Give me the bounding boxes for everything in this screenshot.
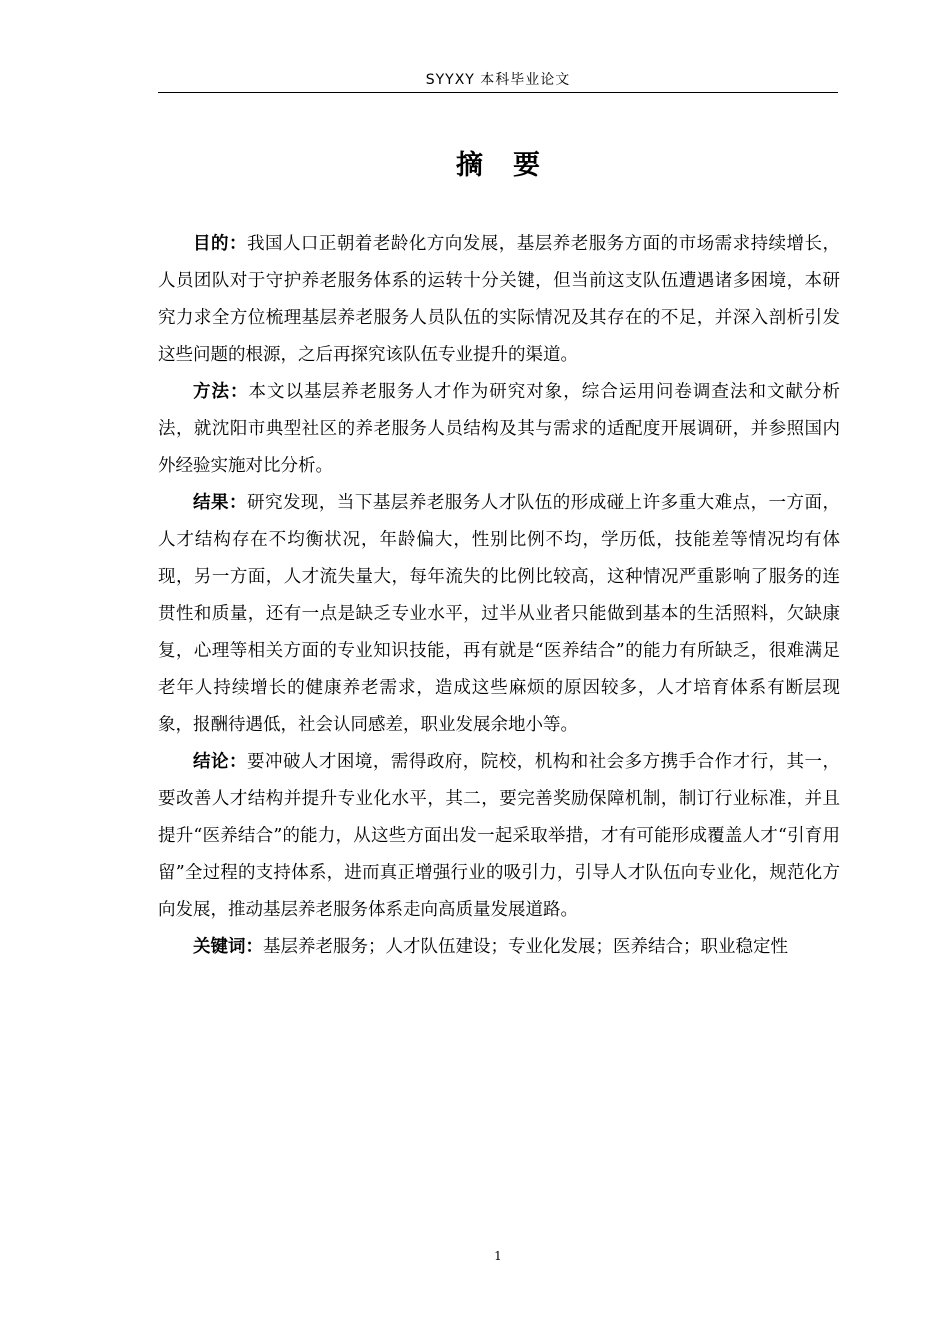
page-title: 摘要	[456, 150, 570, 181]
paragraph-text: 研究发现，当下基层养老服务人才队伍的形成碰上许多重大难点，一方面，人才结构存在不均衡状况，年龄偏大，性别比例不均，学历低，技能差等情况均有体现，另一方面，人才流失量大，每年流失的比例比较高，这种情况严重影响了服务的连贯性和质量，还有一点是缺乏专业水平，过半从业者只能做到基本的生活照料，欠缺康复，心理等相关方面的专业知识技能，再有就是“医养结合”的能力有所缺乏，很难满足老年人持续增长的健康养老需求，造成这些麻烦的原因较多，人才培育体系有断层现象，报酬待遇低，社会认同感差，职业发展余地小等。	[158, 493, 841, 735]
paragraph-label: 结果：	[193, 493, 247, 513]
paragraph-label: 方法：	[193, 382, 249, 402]
paragraph-conclusion	[158, 744, 840, 929]
running-header: SYYXY 本科毕业论文	[425, 72, 571, 88]
paragraph-text: 我国人口正朝着老龄化方向发展，基层养老服务方面的市场需求持续增长，人员团队对于守护养老服务体系的运转十分关键，但当前这支队伍遭遇诸多困境，本研究力求全方位梳理基层养老服务人员队伍的实际情况及其存在的不足，并深入剖析引发这些问题的根源，之后再探究该队伍专业提升的渠道。	[158, 234, 841, 365]
paragraph-label: 结论：	[193, 752, 247, 772]
paragraph-text: 基层养老服务；人才队伍建设；专业化发展；医养结合；职业稳定性	[263, 937, 788, 957]
paragraph-method	[158, 374, 840, 485]
paragraph-keywords	[158, 929, 840, 966]
abstract-body	[158, 226, 840, 966]
paragraph-label: 目的：	[193, 234, 247, 254]
paragraph-results	[158, 485, 840, 744]
paragraph-purpose	[158, 226, 840, 374]
page-number: 1	[494, 1249, 502, 1263]
paragraph-text: 本文以基层养老服务人才作为研究对象，综合运用问卷调查法和文献分析法，就沈阳市典型社区的养老服务人员结构及其与需求的适配度开展调研，并参照国内外经验实施对比分析。	[158, 382, 841, 476]
paragraph-label: 关键词：	[193, 937, 263, 957]
header-rule	[158, 92, 838, 93]
paragraph-text: 要冲破人才困境，需得政府，院校，机构和社会多方携手合作才行，其一，要改善人才结构并提升专业化水平，其二，要完善奖励保障机制，制订行业标准，并且提升“医养结合”的能力，从这些方面出发一起采取举措，才有可能形成覆盖人才“引育用留”全过程的支持体系，进而真正增强行业的吸引力，引导人才队伍向专业化，规范化方向发展，推动基层养老服务体系走向高质量发展道路。	[158, 752, 841, 920]
